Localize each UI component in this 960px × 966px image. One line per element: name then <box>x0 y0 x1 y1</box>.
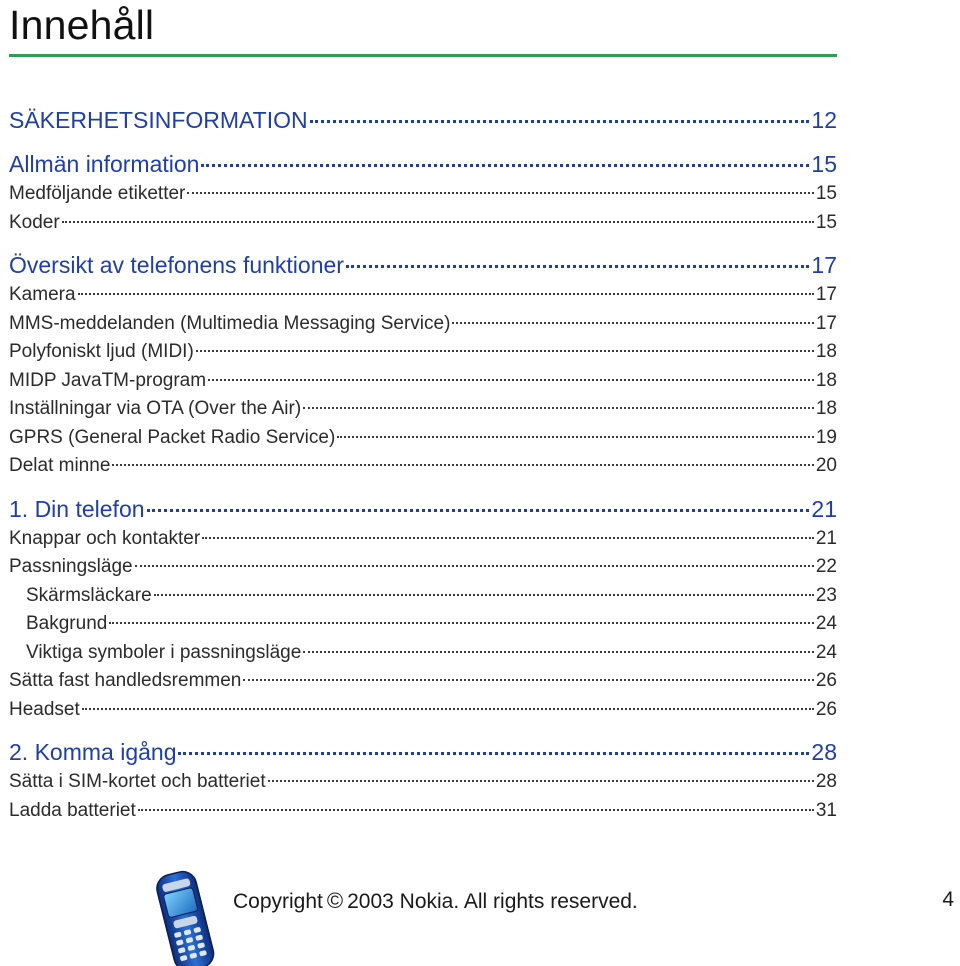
toc-entry[interactable] <box>9 797 837 826</box>
toc-entry-page: 26 <box>815 670 837 691</box>
toc-entry[interactable] <box>9 667 837 696</box>
toc-entry-page: 19 <box>815 426 837 448</box>
toc-entry-label: Kamera <box>9 284 76 305</box>
toc-entry[interactable] <box>9 553 837 582</box>
toc-entry[interactable] <box>9 768 837 797</box>
toc-entry-page: 26 <box>815 698 837 720</box>
toc-entry[interactable] <box>9 610 837 639</box>
dot-leader <box>112 464 813 466</box>
toc-heading[interactable] <box>9 737 837 768</box>
toc-entry-page: 28 <box>815 771 837 792</box>
toc-heading[interactable] <box>9 105 837 136</box>
dot-leader <box>62 221 814 223</box>
toc-entry-label: Koder <box>9 211 60 233</box>
toc-heading-label: 1. Din telefon <box>9 495 145 522</box>
toc-entry-label: Knappar och kontakter <box>9 527 201 549</box>
toc-entry-label: Ladda batteriet <box>9 799 136 821</box>
toc-entry-label: Medföljande etiketter <box>9 183 186 204</box>
nokia-phone-icon <box>150 866 220 966</box>
toc-heading[interactable] <box>9 149 837 180</box>
dot-leader <box>243 679 814 681</box>
toc-heading-page: 17 <box>811 252 837 278</box>
toc-entry-label: Headset <box>9 698 80 720</box>
copyright-notice <box>233 888 638 914</box>
toc-entry-label: MMS-meddelanden (Multimedia Messaging Service) <box>9 312 451 334</box>
page-footer <box>0 858 960 960</box>
dot-leader <box>135 565 814 567</box>
toc-entry-page: 24 <box>815 641 837 663</box>
toc-entry-page: 15 <box>815 211 837 233</box>
dot-leader <box>187 192 813 194</box>
toc-heading-page: 28 <box>811 739 837 765</box>
toc-entry-page: 21 <box>815 527 837 549</box>
toc-section <box>9 494 837 725</box>
toc-section <box>9 149 837 237</box>
toc-heading[interactable] <box>9 494 837 525</box>
copyright-text: 2003 Nokia. All rights reserved. <box>347 890 638 913</box>
toc-entry[interactable] <box>9 525 837 554</box>
toc-entry[interactable] <box>9 281 837 310</box>
toc-heading-label: Allmän information <box>9 151 200 177</box>
dot-leader <box>268 780 814 782</box>
dot-leader <box>196 350 814 352</box>
toc-entry[interactable] <box>9 367 837 396</box>
dot-leader <box>346 265 809 268</box>
toc-entry-page: 17 <box>815 284 837 305</box>
toc-entry-page: 22 <box>815 556 837 577</box>
toc-entry-label: Delat minne <box>9 455 111 476</box>
toc-entry-label: Passningsläge <box>9 556 133 577</box>
dot-leader <box>202 537 814 539</box>
toc-entry-page: 23 <box>815 584 837 606</box>
toc-entry-label: GPRS (General Packet Radio Service) <box>9 426 336 448</box>
toc-section <box>9 737 837 825</box>
toc-entry[interactable] <box>9 338 837 367</box>
dot-leader <box>138 809 814 811</box>
toc-entry-label: Inställningar via OTA (Over the Air) <box>9 398 302 419</box>
dot-leader <box>154 594 814 596</box>
toc-entry-label: Skärmsläckare <box>26 584 152 606</box>
page-number: 4 <box>942 888 954 911</box>
toc-heading-label: 2. Komma igång <box>9 739 177 765</box>
toc-entry-page: 31 <box>815 799 837 821</box>
dot-leader <box>78 293 814 295</box>
dot-leader <box>109 622 814 624</box>
toc-entry[interactable] <box>9 424 837 453</box>
dot-leader <box>452 322 813 324</box>
toc-entry-page: 18 <box>815 369 837 391</box>
table-of-contents <box>9 105 837 838</box>
toc-entry-page: 20 <box>815 455 837 476</box>
toc-entry[interactable] <box>9 696 837 725</box>
dot-leader <box>208 379 814 381</box>
toc-entry[interactable] <box>9 310 837 339</box>
toc-entry[interactable] <box>9 209 837 238</box>
toc-heading[interactable] <box>9 250 837 281</box>
dot-leader <box>178 752 809 755</box>
toc-entry-label: Polyfoniskt ljud (MIDI) <box>9 341 194 362</box>
toc-entry[interactable] <box>9 180 837 209</box>
toc-entry-page: 17 <box>815 312 837 334</box>
dot-leader <box>147 509 810 512</box>
toc-entry-label: Bakgrund <box>26 613 108 634</box>
dot-leader <box>82 708 814 710</box>
toc-entry[interactable] <box>9 582 837 611</box>
toc-entry-label: Sätta fast handledsremmen <box>9 670 242 691</box>
toc-heading-page: 12 <box>811 107 837 133</box>
toc-entry-label: Viktiga symboler i passningsläge <box>26 641 302 663</box>
toc-entry[interactable] <box>9 452 837 481</box>
toc-section <box>9 105 837 136</box>
toc-entry-page: 18 <box>815 398 837 419</box>
toc-heading-label: SÄKERHETSINFORMATION <box>9 107 308 133</box>
toc-entry[interactable] <box>9 395 837 424</box>
toc-entry-label: MIDP JavaTM-program <box>9 369 207 391</box>
toc-heading-label: Översikt av telefonens funktioner <box>9 252 344 278</box>
dot-leader <box>201 164 809 167</box>
toc-entry-page: 24 <box>815 613 837 634</box>
toc-entry-label: Sätta i SIM-kortet och batteriet <box>9 771 266 792</box>
dot-leader <box>337 436 814 438</box>
copyright-prefix: Copyright <box>233 890 323 913</box>
toc-heading-page: 15 <box>811 151 837 177</box>
dot-leader <box>303 651 814 653</box>
toc-heading-page: 21 <box>811 495 837 522</box>
toc-entry-page: 15 <box>815 183 837 204</box>
dot-leader <box>303 407 814 409</box>
toc-section <box>9 250 837 481</box>
toc-entry-page: 18 <box>815 341 837 362</box>
page-title: Innehåll <box>9 2 155 48</box>
toc-entry[interactable] <box>9 639 837 668</box>
title-rule <box>9 54 837 57</box>
dot-leader <box>310 120 810 123</box>
copyright-symbol: © <box>326 888 344 913</box>
